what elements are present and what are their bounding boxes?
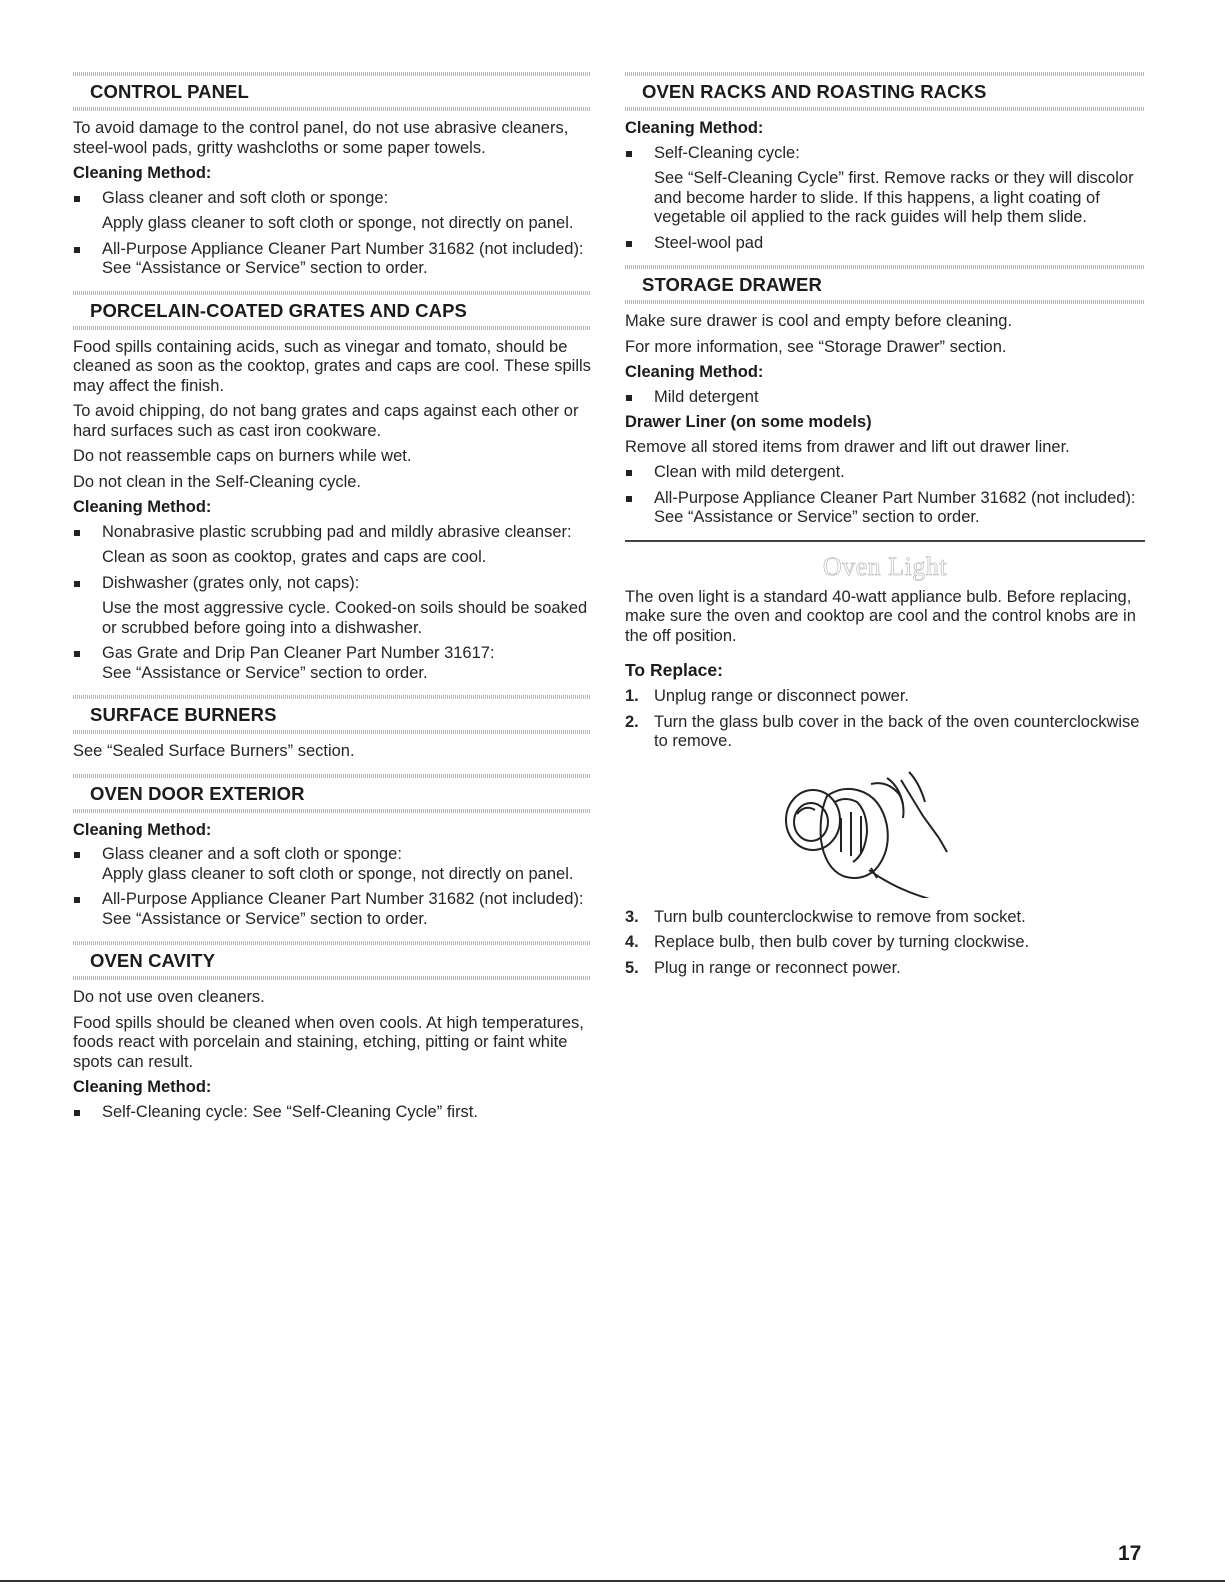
cleaning-method-label: Cleaning Method: — [625, 119, 764, 137]
bullet-item — [73, 890, 591, 929]
section-heading: STORAGE DRAWER — [642, 274, 822, 295]
bullet-item — [73, 845, 591, 884]
oven-light-title: Oven Light — [822, 551, 948, 581]
paragraph: Food spills containing acids, such as vinegar and tomato, should be cleaned as soon as the cooktop, grates and caps are cool. These spills may affect the finish. — [73, 337, 591, 395]
heading-rule — [625, 300, 1145, 304]
section-heading: OVEN CAVITY — [90, 950, 216, 971]
heading-rule — [73, 730, 591, 734]
paragraph: To avoid chipping, do not bang grates and caps against each other or hard surfaces such as cast iron cookware. — [73, 402, 579, 440]
bullet-detail: Apply glass cleaner to soft cloth or sponge, not directly on panel. — [102, 864, 574, 883]
heading-rule — [73, 107, 591, 111]
paragraph: See “Sealed Surface Burners” section. — [73, 742, 355, 760]
section-storage-drawer — [625, 265, 1145, 528]
section-oven-racks — [625, 72, 1145, 253]
section-control-panel — [73, 72, 591, 279]
section-heading: OVEN DOOR EXTERIOR — [90, 782, 305, 804]
bullet-text: All-Purpose Appliance Cleaner Part Number 31682 (not included): — [654, 488, 1136, 507]
step-number: 3. — [625, 907, 639, 926]
cleaning-method-label: Cleaning Method: — [625, 363, 764, 381]
bullet-item — [625, 489, 1145, 528]
bullet-item — [73, 644, 591, 683]
section-oven-cavity — [73, 941, 591, 1122]
cleaning-method-label: Cleaning Method: — [73, 1078, 212, 1096]
heading-rule — [73, 809, 591, 813]
heading-rule — [625, 107, 1145, 111]
section-oven-light — [625, 552, 1145, 979]
bullet-detail: See “Assistance or Service” section to order. — [654, 508, 980, 526]
step-number: 1. — [625, 687, 639, 705]
heading-rule — [73, 326, 591, 330]
page-bottom-rule — [0, 1580, 1225, 1582]
section-heading-block — [73, 291, 591, 330]
step-number: 2. — [625, 712, 639, 731]
step-number: 4. — [625, 933, 639, 951]
right-column — [625, 72, 1145, 984]
left-column — [73, 72, 591, 1134]
paragraph: For more information, see “Storage Drawer” section. — [625, 337, 1007, 356]
cleaning-method-label: Cleaning Method: — [73, 498, 212, 516]
section-grates — [73, 291, 591, 684]
bullet-item: Self-Cleaning cycle: — [625, 144, 1145, 164]
drawer-liner-label: Drawer Liner (on some models) — [625, 413, 872, 431]
section-divider — [625, 540, 1145, 542]
bulb-cover-hand-illustration — [775, 758, 995, 898]
section-heading: OVEN RACKS AND ROASTING RACKS — [642, 81, 987, 102]
section-heading: SURFACE BURNERS — [90, 704, 277, 725]
step-number: 5. — [625, 958, 639, 977]
paragraph: The oven light is a standard 40-watt appliance bulb. Before replacing, make sure the oven and cooktop are cool and the control knobs are in the off position. — [625, 587, 1136, 645]
paragraph: Make sure drawer is cool and empty before cleaning. — [625, 312, 1013, 330]
bullet-text: All-Purpose Appliance Cleaner Part Number 31682 (not included): — [102, 239, 584, 258]
step-text: Turn the glass bulb cover in the back of the oven counterclockwise to remove. — [654, 712, 1140, 750]
paragraph: Do not use oven cleaners. — [73, 988, 265, 1006]
bullet-detail: See “Assistance or Service” section to order. — [102, 909, 428, 928]
bullet-item: Mild detergent — [625, 388, 1145, 408]
step-text: Unplug range or disconnect power. — [654, 687, 909, 705]
bullet-detail: Use the most aggressive cycle. Cooked-on soils should be soaked or scrubbed before going into a dishwasher. — [102, 599, 588, 637]
step-item — [625, 713, 1145, 752]
cleaning-method-label: Cleaning Method: — [73, 164, 212, 182]
section-heading-block — [625, 265, 1145, 304]
section-surface-burners — [73, 695, 591, 762]
bullet-item: Dishwasher (grates only, not caps): — [73, 574, 591, 594]
bullet-item — [73, 240, 591, 279]
paragraph: Do not reassemble caps on burners while wet. — [73, 447, 412, 465]
section-heading: PORCELAIN-COATED GRATES AND CAPS — [90, 299, 467, 321]
section-oven-door — [73, 774, 591, 930]
section-heading-block — [73, 774, 591, 813]
bullet-detail: Apply glass cleaner to soft cloth or sponge, not directly on panel. — [102, 214, 574, 232]
section-heading-block — [73, 72, 591, 111]
paragraph: Remove all stored items from drawer and lift out drawer liner. — [625, 437, 1070, 456]
section-heading-block — [625, 72, 1145, 111]
bullet-item: Clean with mild detergent. — [625, 463, 1145, 483]
step-text: Turn bulb counterclockwise to remove from socket. — [654, 907, 1026, 926]
bullet-detail: See “Assistance or Service” section to order. — [102, 259, 428, 277]
bullet-detail: See “Assistance or Service” section to order. — [102, 663, 428, 682]
to-replace-label: To Replace: — [625, 660, 723, 680]
step-item — [625, 959, 1145, 979]
heading-rule — [73, 976, 591, 980]
step-text: Plug in range or reconnect power. — [654, 958, 901, 977]
bullet-text: Gas Grate and Drip Pan Cleaner Part Number 31617: — [102, 644, 495, 662]
bullet-detail: See “Self-Cleaning Cycle” first. Remove racks or they will discolor and become harder to slide. If this happens, a light coating of vegetable oil applied to the rack guides will help them slide. — [654, 169, 1134, 226]
paragraph: Food spills should be cleaned when oven cools. At high temperatures, foods react with porcelain and staining, etching, pitting or faint white spots can result. — [73, 1013, 584, 1071]
step-item — [625, 908, 1145, 928]
bullet-item: Steel-wool pad — [625, 234, 1145, 254]
section-heading: CONTROL PANEL — [90, 81, 249, 102]
bullet-text: All-Purpose Appliance Cleaner Part Number 31682 (not included): — [102, 890, 584, 908]
section-heading-block — [73, 941, 591, 980]
section-heading-block — [73, 695, 591, 734]
bullet-detail: Clean as soon as cooktop, grates and caps are cool. — [102, 548, 487, 566]
paragraph: To avoid damage to the control panel, do not use abrasive cleaners, steel-wool pads, gritty washcloths or some paper towels. — [73, 119, 569, 157]
step-text: Replace bulb, then bulb cover by turning clockwise. — [654, 933, 1030, 951]
bullet-item: Self-Cleaning cycle: See “Self-Cleaning Cycle” first. — [73, 1103, 591, 1123]
paragraph: Do not clean in the Self-Cleaning cycle. — [73, 472, 361, 491]
bullet-item: Glass cleaner and soft cloth or sponge: — [73, 189, 591, 209]
step-item — [625, 687, 1145, 707]
bullet-text: Glass cleaner and a soft cloth or sponge: — [102, 845, 402, 863]
step-item — [625, 933, 1145, 953]
cleaning-method-label: Cleaning Method: — [73, 820, 212, 839]
page-number: 17 — [1118, 1542, 1142, 1565]
bullet-item: Nonabrasive plastic scrubbing pad and mildly abrasive cleanser: — [73, 523, 591, 543]
